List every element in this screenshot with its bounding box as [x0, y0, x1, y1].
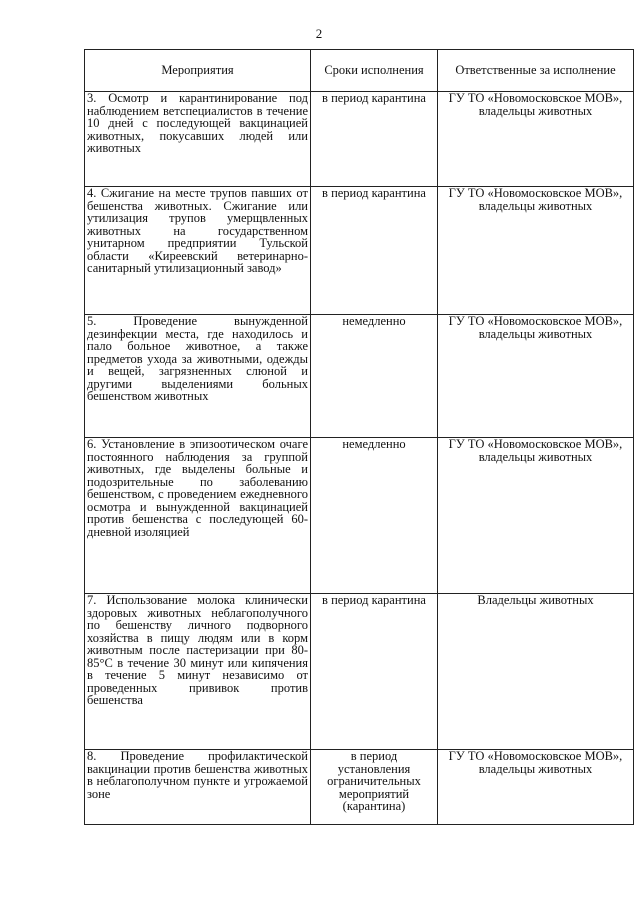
deadline-cell: немедленно [311, 315, 438, 438]
measure-cell: 7. Использование молока клинически здоровых животных неблагополучного по бешенству личного подворного хозяйства в пищу людям или в корм животным после пастеризации при 80-85°С в течение 30 минут или кипячения в течение 5 минут независимо от проведенных прививок против бешенства [85, 594, 311, 750]
responsible-cell: ГУ ТО «Новомосковское МОВ», владельцы животных [438, 750, 634, 825]
table-row [85, 92, 634, 187]
deadline-cell: в период карантина [311, 594, 438, 750]
responsible-cell: ГУ ТО «Новомосковское МОВ», владельцы животных [438, 315, 634, 438]
table-row [85, 438, 634, 594]
responsible-cell: ГУ ТО «Новомосковское МОВ», владельцы животных [438, 187, 634, 315]
measure-cell: 6. Установление в эпизоотическом очаге постоянного наблюдения за группой животных, где выделены больные и подозрительные по заболеванию бешенством, с проведением ежедневного осмотра и вынужденной вакцинацией против бешенства с последующей 60-дневной изоляцией [85, 438, 311, 594]
header-measures: Мероприятия [85, 50, 311, 92]
table-header-row [85, 50, 634, 92]
measures-table [84, 49, 634, 825]
responsible-cell: Владельцы животных [438, 594, 634, 750]
deadline-cell: в период установления ограничительных мероприятий (карантина) [311, 750, 438, 825]
header-deadlines: Сроки исполнения [311, 50, 438, 92]
deadline-cell: в период карантина [311, 92, 438, 187]
table-row [85, 594, 634, 750]
measure-cell: 8. Проведение профилактической вакцинации против бешенства животных в неблагополучном пункте и угрожаемой зоне [85, 750, 311, 825]
header-responsible: Ответственные за исполнение [438, 50, 634, 92]
deadline-cell: немедленно [311, 438, 438, 594]
responsible-cell: ГУ ТО «Новомосковское МОВ», владельцы животных [438, 438, 634, 594]
page-number: 2 [315, 26, 323, 41]
deadline-cell: в период карантина [311, 187, 438, 315]
responsible-cell: ГУ ТО «Новомосковское МОВ», владельцы животных [438, 92, 634, 187]
table-row [85, 750, 634, 825]
measure-cell: 4. Сжигание на месте трупов павших от бешенства животных. Сжигание или утилизация трупов умерщвленных животных на государственном унитарном предприятии Тульской области «Киреевский ветеринарно-санитарный утилизационный завод» [85, 187, 311, 315]
measure-cell: 3. Осмотр и карантинирование под наблюдением ветспециалистов в течение 10 дней с последующей вакцинацией животных, покусавших людей или животных [85, 92, 311, 187]
table-row [85, 187, 634, 315]
table-row [85, 315, 634, 438]
measure-cell: 5. Проведение вынужденной дезинфекции места, где находилось и пало больное животное, а также предметов ухода за животными, одежды и вещей, загрязненных слюной и другими выделениями больных бешенством животных [85, 315, 311, 438]
